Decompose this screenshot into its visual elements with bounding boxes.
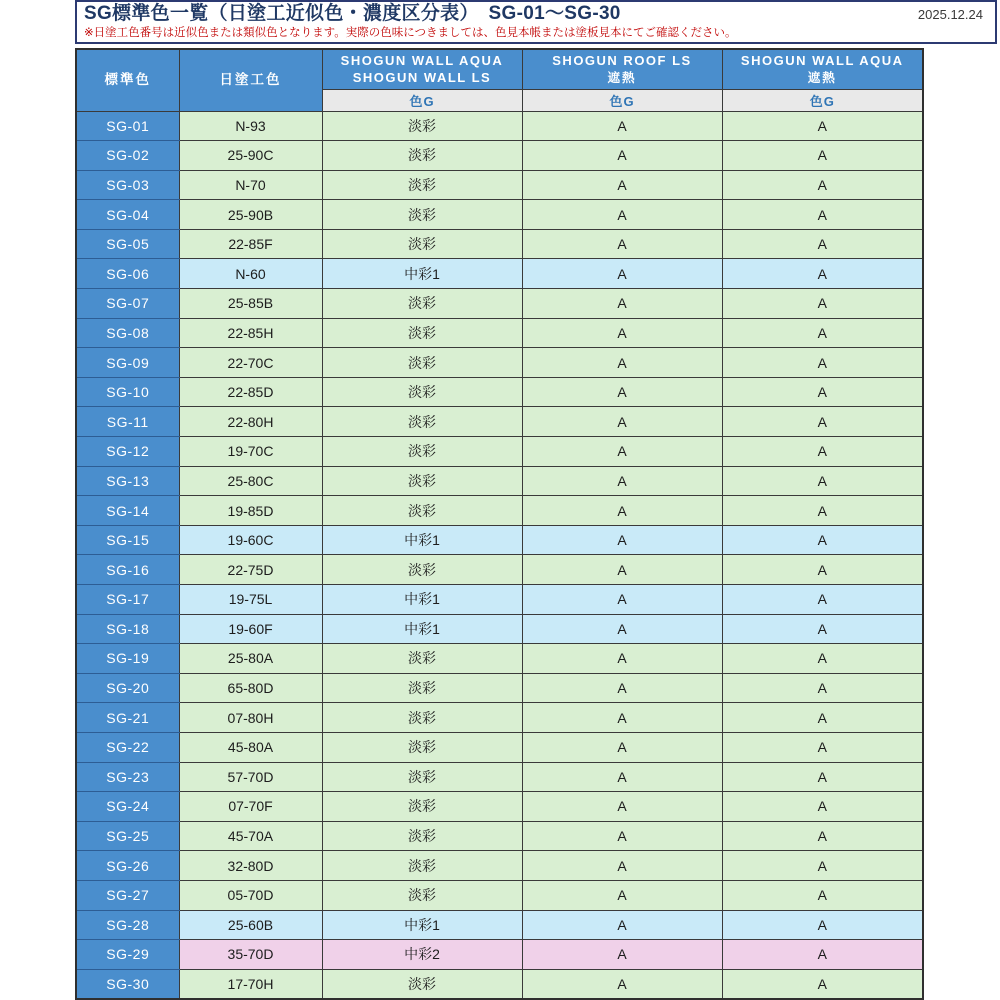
cell-grade: 淡彩 [322, 673, 522, 703]
cell-wall-aqua-heat: A [722, 407, 923, 437]
cell-roof-ls-heat: A [522, 229, 722, 259]
table-row [76, 111, 923, 141]
cell-roof-ls-heat: A [522, 940, 722, 970]
table-row [76, 851, 923, 881]
cell-nittoko-color: 25-60B [179, 910, 322, 940]
table-row [76, 141, 923, 171]
cell-grade: 淡彩 [322, 141, 522, 171]
cell-roof-ls-heat: A [522, 407, 722, 437]
cell-grade: 中彩1 [322, 259, 522, 289]
cell-roof-ls-heat: A [522, 910, 722, 940]
cell-standard-color: SG-09 [76, 348, 179, 378]
col-header-shogun-wall-line1: SHOGUN WALL AQUA [340, 52, 504, 68]
cell-nittoko-color: 35-70D [179, 940, 322, 970]
cell-wall-aqua-heat: A [722, 585, 923, 615]
cell-wall-aqua-heat: A [722, 614, 923, 644]
cell-standard-color: SG-25 [76, 821, 179, 851]
cell-standard-color: SG-29 [76, 940, 179, 970]
col-header-standard-color: 標準色 [76, 49, 179, 111]
cell-standard-color: SG-27 [76, 880, 179, 910]
col-header-shogun-wall [322, 49, 522, 89]
cell-nittoko-color: 07-80H [179, 703, 322, 733]
cell-nittoko-color: 25-80C [179, 466, 322, 496]
cell-standard-color: SG-28 [76, 910, 179, 940]
cell-standard-color: SG-13 [76, 466, 179, 496]
table-row [76, 644, 923, 674]
cell-wall-aqua-heat: A [722, 525, 923, 555]
cell-wall-aqua-heat: A [722, 377, 923, 407]
cell-nittoko-color: 25-90B [179, 200, 322, 230]
cell-roof-ls-heat: A [522, 141, 722, 171]
cell-wall-aqua-heat: A [722, 762, 923, 792]
cell-standard-color: SG-15 [76, 525, 179, 555]
cell-grade: 淡彩 [322, 792, 522, 822]
cell-grade: 淡彩 [322, 437, 522, 467]
cell-wall-aqua-heat: A [722, 644, 923, 674]
cell-wall-aqua-heat: A [722, 732, 923, 762]
subheader-colorG-2: 色G [522, 89, 722, 111]
cell-wall-aqua-heat: A [722, 111, 923, 141]
subheader-colorG-1: 色G [322, 89, 522, 111]
cell-nittoko-color: 22-85H [179, 318, 322, 348]
cell-roof-ls-heat: A [522, 880, 722, 910]
cell-grade: 淡彩 [322, 496, 522, 526]
table-row [76, 555, 923, 585]
cell-standard-color: SG-18 [76, 614, 179, 644]
cell-roof-ls-heat: A [522, 792, 722, 822]
cell-wall-aqua-heat: A [722, 851, 923, 881]
col-header-shogun-wall-line2: SHOGUN WALL LS [352, 70, 492, 86]
cell-roof-ls-heat: A [522, 673, 722, 703]
cell-nittoko-color: 25-85B [179, 289, 322, 319]
cell-grade: 淡彩 [322, 555, 522, 585]
cell-roof-ls-heat: A [522, 111, 722, 141]
date-label: 2025.12.24 [917, 7, 983, 22]
col-header-shogun-roof-line2: 遮熱 [607, 70, 637, 85]
cell-nittoko-color: 45-70A [179, 821, 322, 851]
cell-nittoko-color: 22-85F [179, 229, 322, 259]
table-row [76, 229, 923, 259]
cell-nittoko-color: 19-75L [179, 585, 322, 615]
cell-nittoko-color: N-70 [179, 170, 322, 200]
table-row [76, 614, 923, 644]
cell-standard-color: SG-01 [76, 111, 179, 141]
disclaimer-note: ※日塗工色番号は近似色または類似色となります。実際の色味につきましては、色見本帳または塗板見本にてご確認ください。 [84, 27, 737, 39]
cell-standard-color: SG-06 [76, 259, 179, 289]
cell-roof-ls-heat: A [522, 377, 722, 407]
cell-wall-aqua-heat: A [722, 229, 923, 259]
cell-grade: 淡彩 [322, 170, 522, 200]
cell-wall-aqua-heat: A [722, 910, 923, 940]
cell-wall-aqua-heat: A [722, 821, 923, 851]
cell-wall-aqua-heat: A [722, 318, 923, 348]
table-row [76, 703, 923, 733]
cell-nittoko-color: 22-70C [179, 348, 322, 378]
cell-nittoko-color: 19-85D [179, 496, 322, 526]
cell-roof-ls-heat: A [522, 496, 722, 526]
cell-wall-aqua-heat: A [722, 880, 923, 910]
cell-grade: 淡彩 [322, 821, 522, 851]
cell-wall-aqua-heat: A [722, 348, 923, 378]
cell-grade: 淡彩 [322, 851, 522, 881]
cell-grade: 中彩2 [322, 940, 522, 970]
table-row [76, 200, 923, 230]
cell-roof-ls-heat: A [522, 644, 722, 674]
cell-standard-color: SG-10 [76, 377, 179, 407]
cell-nittoko-color: 22-80H [179, 407, 322, 437]
cell-wall-aqua-heat: A [722, 466, 923, 496]
cell-standard-color: SG-08 [76, 318, 179, 348]
cell-roof-ls-heat: A [522, 821, 722, 851]
cell-standard-color: SG-04 [76, 200, 179, 230]
cell-wall-aqua-heat: A [722, 969, 923, 999]
cell-standard-color: SG-16 [76, 555, 179, 585]
cell-wall-aqua-heat: A [722, 141, 923, 171]
cell-grade: 淡彩 [322, 200, 522, 230]
cell-nittoko-color: 19-70C [179, 437, 322, 467]
table-row [76, 377, 923, 407]
cell-wall-aqua-heat: A [722, 673, 923, 703]
cell-wall-aqua-heat: A [722, 940, 923, 970]
table-row [76, 792, 923, 822]
cell-grade: 淡彩 [322, 377, 522, 407]
cell-grade: 淡彩 [322, 644, 522, 674]
cell-roof-ls-heat: A [522, 555, 722, 585]
header-row-main [76, 49, 923, 89]
cell-roof-ls-heat: A [522, 525, 722, 555]
table-row [76, 880, 923, 910]
cell-roof-ls-heat: A [522, 732, 722, 762]
cell-nittoko-color: 25-90C [179, 141, 322, 171]
cell-standard-color: SG-14 [76, 496, 179, 526]
table-row [76, 170, 923, 200]
cell-grade: 淡彩 [322, 407, 522, 437]
cell-grade: 中彩1 [322, 525, 522, 555]
cell-roof-ls-heat: A [522, 289, 722, 319]
cell-wall-aqua-heat: A [722, 289, 923, 319]
cell-roof-ls-heat: A [522, 614, 722, 644]
cell-nittoko-color: 32-80D [179, 851, 322, 881]
page-title: SG標準色一覧（日塗工近似色・濃度区分表） SG-01～SG-30 [84, 3, 621, 24]
cell-grade: 淡彩 [322, 229, 522, 259]
cell-standard-color: SG-12 [76, 437, 179, 467]
table-row [76, 910, 923, 940]
color-table [75, 48, 924, 1000]
subheader-colorG-3: 色G [722, 89, 923, 111]
cell-roof-ls-heat: A [522, 703, 722, 733]
cell-grade: 淡彩 [322, 111, 522, 141]
cell-nittoko-color: 05-70D [179, 880, 322, 910]
col-header-nittoko-color: 日塗工色 [179, 49, 322, 111]
cell-grade: 淡彩 [322, 969, 522, 999]
cell-wall-aqua-heat: A [722, 703, 923, 733]
title-band [75, 0, 997, 44]
table-row [76, 673, 923, 703]
cell-nittoko-color: 17-70H [179, 969, 322, 999]
cell-roof-ls-heat: A [522, 851, 722, 881]
table-row [76, 289, 923, 319]
cell-standard-color: SG-30 [76, 969, 179, 999]
cell-nittoko-color: 22-85D [179, 377, 322, 407]
cell-nittoko-color: 19-60C [179, 525, 322, 555]
table-row [76, 348, 923, 378]
table-row [76, 466, 923, 496]
cell-nittoko-color: 45-80A [179, 732, 322, 762]
cell-nittoko-color: 19-60F [179, 614, 322, 644]
cell-grade: 中彩1 [322, 614, 522, 644]
cell-roof-ls-heat: A [522, 969, 722, 999]
table-row [76, 585, 923, 615]
cell-nittoko-color: N-60 [179, 259, 322, 289]
col-header-shogun-wall-aqua-line1: SHOGUN WALL AQUA [740, 53, 904, 69]
cell-standard-color: SG-07 [76, 289, 179, 319]
cell-standard-color: SG-11 [76, 407, 179, 437]
table-row [76, 940, 923, 970]
cell-standard-color: SG-26 [76, 851, 179, 881]
table-row [76, 437, 923, 467]
cell-roof-ls-heat: A [522, 348, 722, 378]
table-row [76, 407, 923, 437]
cell-wall-aqua-heat: A [722, 200, 923, 230]
cell-roof-ls-heat: A [522, 466, 722, 496]
cell-standard-color: SG-03 [76, 170, 179, 200]
cell-grade: 淡彩 [322, 732, 522, 762]
cell-wall-aqua-heat: A [722, 170, 923, 200]
cell-roof-ls-heat: A [522, 762, 722, 792]
table-row [76, 821, 923, 851]
table-row [76, 318, 923, 348]
cell-roof-ls-heat: A [522, 259, 722, 289]
cell-standard-color: SG-17 [76, 585, 179, 615]
cell-nittoko-color: 65-80D [179, 673, 322, 703]
cell-wall-aqua-heat: A [722, 555, 923, 585]
col-header-shogun-wall-aqua-line2: 遮熱 [807, 70, 837, 85]
cell-standard-color: SG-19 [76, 644, 179, 674]
cell-wall-aqua-heat: A [722, 259, 923, 289]
table-row [76, 496, 923, 526]
table-row [76, 762, 923, 792]
cell-standard-color: SG-05 [76, 229, 179, 259]
cell-standard-color: SG-02 [76, 141, 179, 171]
table-header [76, 49, 923, 111]
table-row [76, 969, 923, 999]
cell-nittoko-color: N-93 [179, 111, 322, 141]
cell-wall-aqua-heat: A [722, 437, 923, 467]
cell-grade: 淡彩 [322, 318, 522, 348]
cell-nittoko-color: 25-80A [179, 644, 322, 674]
cell-roof-ls-heat: A [522, 318, 722, 348]
cell-standard-color: SG-24 [76, 792, 179, 822]
cell-grade: 淡彩 [322, 880, 522, 910]
cell-wall-aqua-heat: A [722, 496, 923, 526]
cell-grade: 中彩1 [322, 585, 522, 615]
cell-standard-color: SG-22 [76, 732, 179, 762]
cell-grade: 淡彩 [322, 466, 522, 496]
cell-roof-ls-heat: A [522, 437, 722, 467]
cell-standard-color: SG-23 [76, 762, 179, 792]
cell-roof-ls-heat: A [522, 170, 722, 200]
table-row [76, 732, 923, 762]
cell-grade: 淡彩 [322, 762, 522, 792]
cell-nittoko-color: 22-75D [179, 555, 322, 585]
cell-grade: 中彩1 [322, 910, 522, 940]
cell-nittoko-color: 57-70D [179, 762, 322, 792]
cell-grade: 淡彩 [322, 289, 522, 319]
cell-roof-ls-heat: A [522, 585, 722, 615]
cell-wall-aqua-heat: A [722, 792, 923, 822]
col-header-shogun-roof-heat [522, 49, 722, 89]
table-body [76, 111, 923, 999]
title-row [84, 2, 989, 26]
cell-grade: 淡彩 [322, 703, 522, 733]
col-header-shogun-roof-line1: SHOGUN ROOF LS [552, 53, 692, 69]
cell-standard-color: SG-20 [76, 673, 179, 703]
cell-grade: 淡彩 [322, 348, 522, 378]
table-row [76, 525, 923, 555]
col-header-shogun-wall-heat [722, 49, 923, 89]
table-row [76, 259, 923, 289]
cell-nittoko-color: 07-70F [179, 792, 322, 822]
cell-roof-ls-heat: A [522, 200, 722, 230]
cell-standard-color: SG-21 [76, 703, 179, 733]
